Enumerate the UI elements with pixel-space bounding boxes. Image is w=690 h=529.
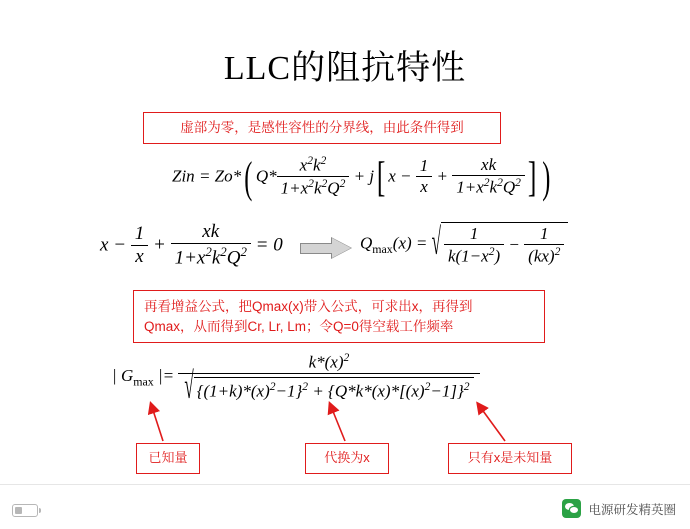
equation-gmax: | $G_{max}$ |= $\frac{k*(x)^2}{√ \{(1+k)*(x)^2-1\}^2 + \{Q*k*(x)*[(x)^2-1]\}^2}$ <box>112 352 480 402</box>
wechat-icon <box>562 499 581 518</box>
footer-bar <box>0 484 690 529</box>
annotation-top: 虚部为零，是感性容性的分界线，由此条件得到 <box>143 112 501 144</box>
arrow-substitute-icon <box>330 404 345 441</box>
arrow-unknown-icon <box>478 404 505 441</box>
footer-account[interactable] <box>562 499 676 518</box>
annotation-middle <box>133 290 545 343</box>
gray-right-arrow-icon <box>300 238 352 258</box>
annotation-middle-line2: Qmax，从而得到Cr, Lr, Lm；令Q=0得空载工作频率 <box>144 318 454 334</box>
arrow-known-icon <box>151 404 163 441</box>
callout-unknown: 只有x是未知量 <box>448 443 572 474</box>
footer-account-name: 电源研发精英圈 <box>588 502 676 517</box>
page-title: LLC的阻抗特性 <box>223 50 467 87</box>
callout-known: 已知量 <box>136 443 200 474</box>
equation-zin: Zin = Zo*( Q* $\frac{x^2k^2}{1+x^2k^2Q^2}$ + j[ x − $\frac{1}{x}$ + $\frac{xk}{1+x^2k^2Q^2}$ ] ) <box>172 153 551 202</box>
equation-qmax: $Q_{max}(x)$ = √ $\frac{1}{k(1-x^2)}$ − $\frac{1}{(kx)^2}$ <box>360 222 568 268</box>
callout-substitute: 代换为x <box>305 443 389 474</box>
annotation-middle-line1: 再看增益公式，把Qmax(x)带入公式，可求出x，再得到 <box>144 299 473 314</box>
equation-condition: x − $\frac{1}{x}$ + $\frac{xk}{1+x^2k^2Q^2}$ = 0 <box>100 221 283 269</box>
battery-icon <box>12 504 38 517</box>
